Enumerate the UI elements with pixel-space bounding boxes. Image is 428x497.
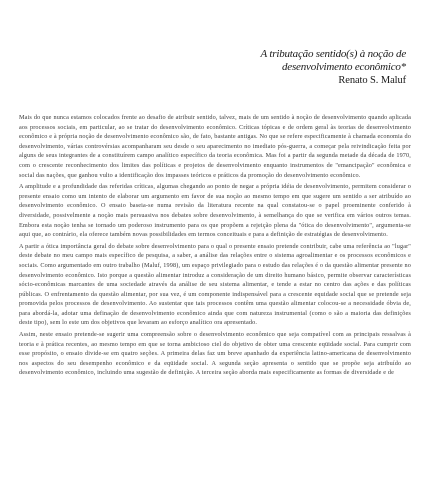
article-body xyxy=(19,113,411,380)
paragraph-2: A amplitude e a profundidade das referidas críticas, algumas chegando ao ponto de negar a própria idéia de desenvolvimento, permitem considerar o presente ensaio como um intento de elaborar um argumento em favor de sua noção ao mesmo tempo em que sugere um sentido a ser atribuído ao desenvolvimento econômico. O ensaio baseia-se numa revisão da literatura recente na qual constatou-se o papel proeminente conferido à diversidade, possivelmente a noção mais persuasiva nos debates sobre desenvolvimento, à semelhança do que se verifica em vários outros temas. Embora esta noção tenha se tornado um poderoso instrumento para os que propõem a rejeição plena da "ótica do desenvolvimento", argumenta-se aqui que, ao contrário, ela oferece também novas possibilidades em termos conceituais e para a definição de estratégias de desenvolvimento. xyxy=(19,183,411,239)
article-title-line-1: A tributação sentido(s) à noção de xyxy=(260,48,406,60)
paragraph-1: Mais do que nunca estamos colocados frente ao desafio de atribuir sentido, talvez, mais de um sentido à noção de desenvolvimento quando aplicada aos processos sociais, em particular, ao se tratar do desenvolvimento econômico. Críticas tópicas e de ordem geral às teorias de desenvolvimento econômico e à própria noção de desenvolvimento econômico são, de fato, bastante antigas. No que se refere especificamente à chamada economia do desenvolvimento, várias controvérsias acompanharam seu desde o seu aparecimento no imediato pós-guerra, a começar pela reivindicação feita por alguns de seus integrantes de a constituírem campo analítico específico da teoria econômica. Mas foi a partir da segunda metade da década de 1970, com o crescente reconhecimento dos limites das políticas e projetos de desenvolvimento enquanto instrumentos de "emancipação" econômica e social das nações, que ganhou vulto a identificação dos impasses teóricos e práticos da promoção do desenvolvimento econômico. xyxy=(19,114,411,179)
paragraph-3: A partir a ótica importância geral do debate sobre desenvolvimento para o qual o presente ensaio pretende contribuir, cabe uma referência ao "lugar" deste debate no meu campo mais específico de pesquisa, a saber, a análise das relações entre o sistema agroalimentar e os processos econômicos e sociais. Como argumentado em outro trabalho (Maluf, 1998), um espaço privilegiado para o estudo das relações é o da questão alimentar presente no desenvolvimento econômico. Isto porque a questão alimentar introduz a consideração de um direito humano básico, permite observar características sócio-econômicas marcantes de uma sociedade através da análise de seu sistema alimentar, e tende a estar no centro das ações e das políticas públicas. O enfrentamento da questão alimentar, por sua vez, é um componente indispensável para a crescente equidade social que se pretende seja promovida pelos processos de desenvolvimento. Ao sustentar que tais processos contêm uma questão alimentar colocou-se a necessidade óbvia de, para abordá-la, adotar uma definação de desenvolvimento econômico ainda que com natureza instrumental (como o são a maioria das definições deste tipo), sem lo este um dos objetivos que levaram ao esforço analítico ora apresentado. xyxy=(19,242,411,327)
article-title-line-2: desenvolvimento econômico* xyxy=(281,61,406,73)
paragraph-4: Assim, neste ensaio pretende-se sugerir uma compreensão sobre o desenvolvimento econômico que seja compatível com as principais ressalvas à teoria e à prática recentes, ao mesmo tempo em que se torna ambicioso ciel do objetivo de obter uma crescente eqüidade social. Para cumprir com esse propósito, o ensaio divide-se em quatro seções. A primeira delas faz um breve apanhado da experiência latino-americana de desenvolvimento nos aspectos do seu desempenho econômico e da eqüidade social. A segunda seção apresenta o sentido que se propõe seja atribuído ao desenvolvimento econômico, incluindo uma sugestão de definição. A terceira seção aborda mais especificamente as formas de diversidade e de xyxy=(19,331,411,377)
article-header xyxy=(186,48,406,88)
article-author: Renato S. Maluf xyxy=(338,75,406,86)
